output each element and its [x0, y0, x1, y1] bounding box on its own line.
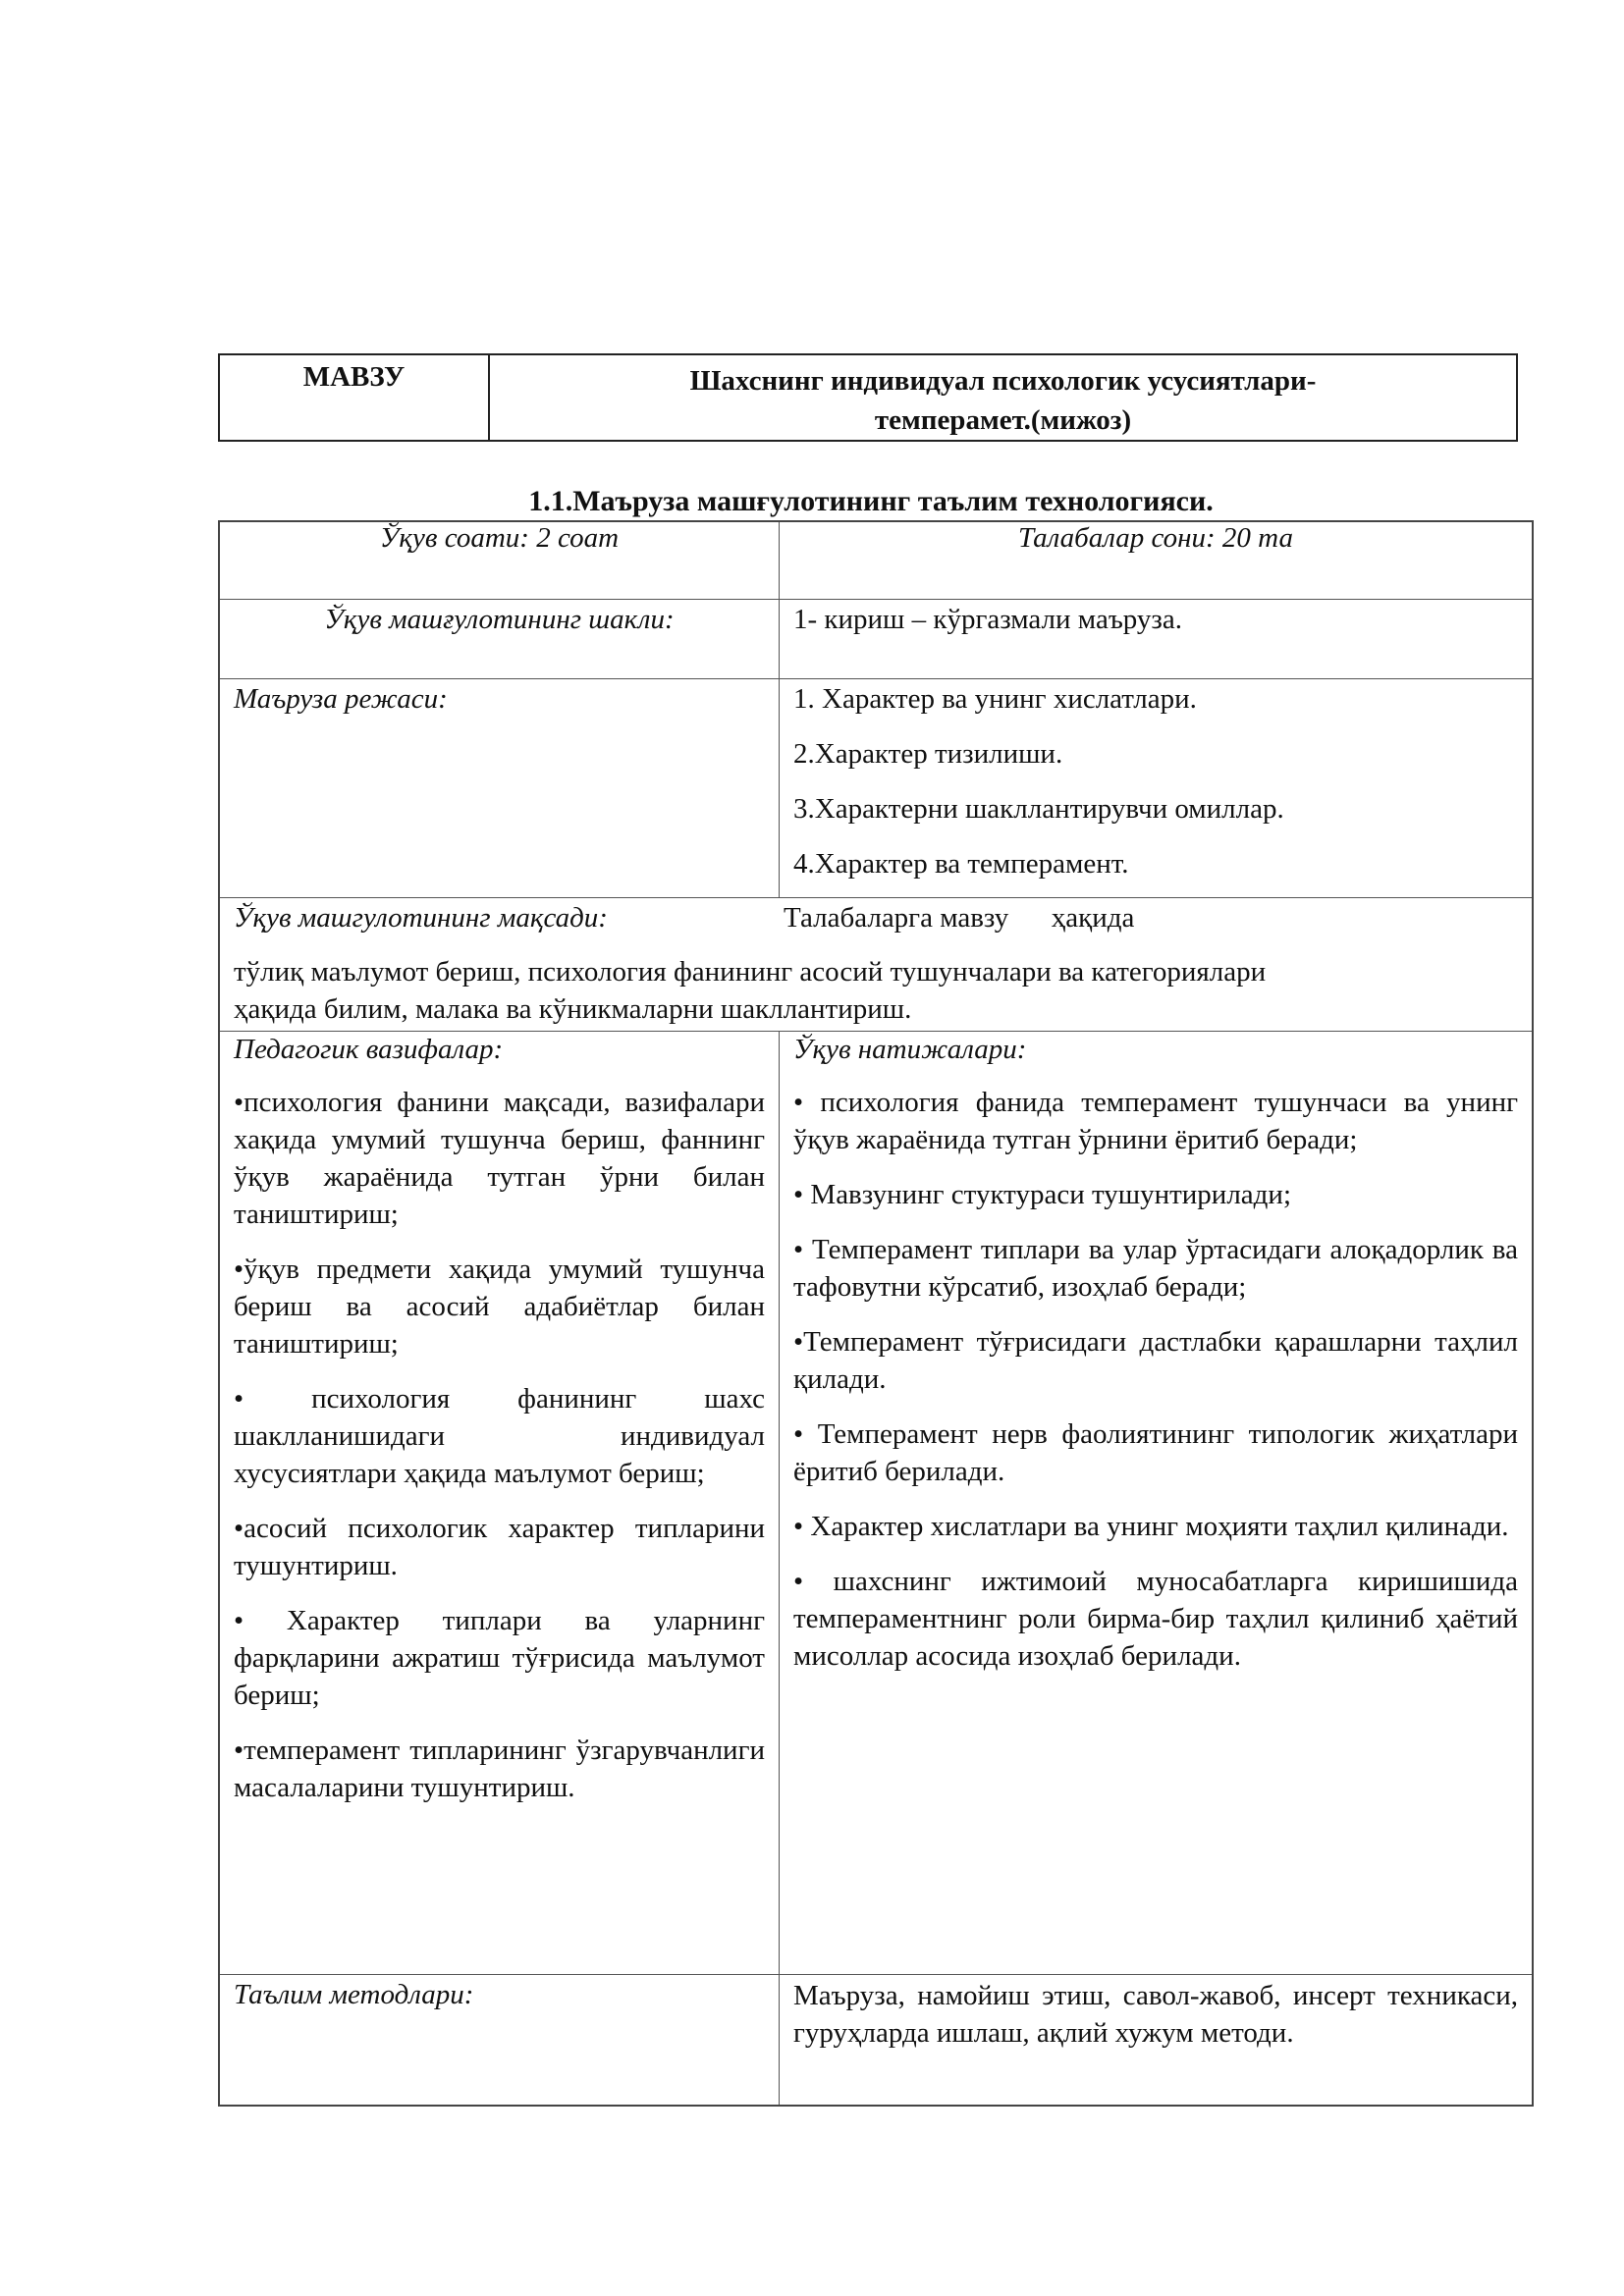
- plan-item: 3.Характерни шакллантирувчи омиллар.: [793, 793, 1284, 825]
- hours-cell: Ўқув соати: 2 соат: [220, 522, 780, 599]
- topic-title: [490, 355, 1516, 440]
- goal-row: [220, 898, 1532, 1032]
- plan-list: [780, 679, 1532, 897]
- technology-table: [218, 520, 1534, 2107]
- topic-title-line1: Шахснинг индивидуал психологик усусиятлари-: [689, 365, 1317, 397]
- result-item: • Темперамент типлари ва улар ўртасидаги алоқадорлик ва тафовутни кўрсатиб, изоҳлаб беради;: [793, 1234, 1518, 1303]
- result-item: •Темперамент тўғрисидаги дастлабки қарашларни таҳлил қилади.: [793, 1326, 1518, 1395]
- goal-first-line: [220, 898, 1532, 953]
- plan-item: 2.Характер тизилиши.: [793, 738, 1063, 770]
- task-item: •темперамент типларининг ўзгарувчанлиги масалаларини тушунтириш.: [234, 1735, 765, 1803]
- task-item: •асосий психологик характер типларини тушунтириш.: [234, 1513, 765, 1581]
- goal-label: Ўқув машгулотининг мақсади:: [234, 902, 608, 934]
- form-label: Ўқув машғулотининг шакли:: [220, 600, 780, 678]
- form-row: [220, 600, 1532, 679]
- task-item: • Характер типлари ва уларнинг фарқларини ажратиш тўғрисида маълумот бериш;: [234, 1605, 765, 1711]
- task-item: •психология фанини мақсади, вазифалари хақида умумий тушунча бериш, фаннинг ўқув жараёнида тутган ўрни билан таништириш;: [234, 1087, 765, 1230]
- result-item: • психология фанида темперамент тушунчаси ва унинг ўқув жараёнида тутган ўрнини ёритиб беради;: [793, 1087, 1518, 1155]
- methods-value: Маъруза, намойиш этиш, савол-жавоб, инсерт техникаси, гуруҳларда ишлаш, ақлий хужум методи.: [793, 1980, 1518, 2049]
- methods-row: [220, 1975, 1532, 2105]
- goal-text-cont: [220, 953, 1532, 1028]
- result-item: • Характер хислатлари ва унинг моҳияти таҳлил қилинади.: [793, 1511, 1509, 1542]
- topic-label: МАВЗУ: [220, 355, 490, 440]
- form-value: 1- кириш – кўргазмали маъруза.: [793, 604, 1183, 635]
- results-cell: [780, 1032, 1532, 1974]
- plan-item: 1. Характер ва унинг хислатлари.: [793, 683, 1197, 715]
- goal-text-line: ҳақида билим, малака ва кўникмаларни шакллантириш.: [234, 993, 912, 1025]
- results-label: Ўқув натижалари:: [793, 1034, 1027, 1065]
- result-item: • Темперамент нерв фаолиятининг типологик жиҳатлари ёритиб берилади.: [793, 1418, 1518, 1487]
- tasks-cell: [220, 1032, 780, 1974]
- hours-row: [220, 522, 1532, 600]
- topic-title-line2: темперамет.(мижоз): [874, 404, 1132, 436]
- section-heading: 1.1.Маъруза машғулотининг таълим технологияси.: [528, 485, 1214, 517]
- plan-label: Маъруза режаси:: [220, 679, 780, 897]
- methods-label: Таълим методлари:: [220, 1975, 780, 2105]
- result-item: • Мавзунинг стуктураси тушунтирилади;: [793, 1179, 1292, 1210]
- result-item: • шахснинг ижтимоий муносабатларга киришишида темпераментнинг роли бирма-бир таҳлил қилиниб ҳаётий мисоллар асосида изоҳлаб берилади.: [793, 1566, 1518, 1672]
- goal-text-start: Талабаларга мавзу ҳақида: [784, 902, 1135, 934]
- goal-text-line: тўлиқ маълумот бериш, психология фанининг асосий тушунчалари ва категориялари: [234, 956, 1267, 988]
- tasks-label: Педагогик вазифалар:: [234, 1034, 504, 1065]
- topic-table: [218, 353, 1518, 442]
- task-item: •ўқув предмети хақида умумий тушунча бериш ва асосий адабиётлар билан таништириш;: [234, 1254, 765, 1360]
- plan-item: 4.Характер ва темперамент.: [793, 848, 1129, 880]
- students-cell: Талабалар сони: 20 та: [1018, 522, 1293, 554]
- plan-row: [220, 679, 1532, 898]
- tasks-results-row: [220, 1032, 1532, 1975]
- task-item: • психология фанининг шахс шаклланишидаги индивидуал хусусиятлари ҳақида маълумот бериш;: [234, 1383, 765, 1489]
